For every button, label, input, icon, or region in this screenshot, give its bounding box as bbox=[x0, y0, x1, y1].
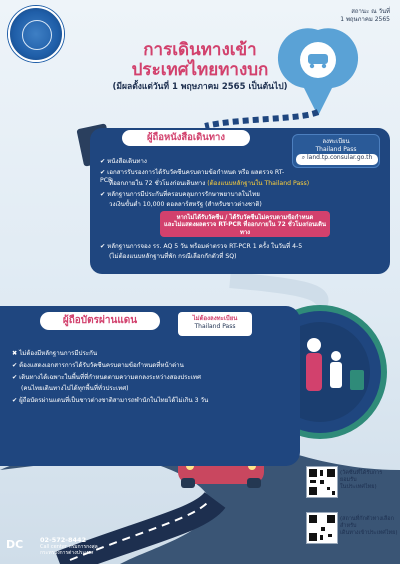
passport-item-4: ✔ หลักฐานการจอง รร. AQ 5 วัน พร้อมค่าตรวจ RT-PCR 1 ครั้ง ในวันที่ 4-5 bbox=[100, 243, 303, 250]
title-line2: ประเทศไทยทางบก bbox=[131, 60, 269, 80]
passport-item-3: ✔ หลักฐานการมีประกันที่ครอบคลุมการรักษาพยาบาลในไทย bbox=[100, 191, 260, 198]
footer-ministry: กระทรวงการต่างประเทศ bbox=[40, 550, 94, 557]
qr-icon bbox=[307, 513, 337, 543]
passport-item-2: ✔ เอกสารรับรองการได้รับวัคซีนครบตามข้อกำหนด หรือ ผลตรวจ RT-PCR bbox=[100, 169, 285, 184]
register-title: ลงทะเบียน bbox=[322, 138, 350, 145]
footer-callcenter: Call center กรมการกงสุล bbox=[40, 544, 98, 551]
status-line2: 1 พฤษภาคม 2565 bbox=[340, 15, 390, 23]
passport-item-2b: ที่ออกภายใน 72 ชั่วโมงก่อนเดินทาง (ต้องแนบหลักฐานใน Thailand Pass) bbox=[109, 180, 310, 187]
qr-code-quarantine[interactable] bbox=[306, 512, 338, 544]
border-item-3b: (คนไทยเดินทางไปได้ทุกพื้นที่ทั่วประเทศ) bbox=[21, 385, 129, 392]
no-register-card bbox=[178, 312, 252, 336]
search-icon: ⌕ bbox=[301, 154, 308, 161]
no-register-line1: ไม่ต้องลงทะเบียน bbox=[192, 315, 238, 322]
cross-icon: ✖ bbox=[12, 350, 20, 357]
passport-heading: ผู้ถือหนังสือเดินทาง bbox=[146, 132, 226, 144]
check-icon: ✔ bbox=[12, 362, 20, 369]
warning-line1: หากไม่ได้รับวัคซีน / ได้รับวัคซีนไม่ครบตามข้อกำหนด bbox=[176, 215, 314, 221]
border-item-3: ✔ เดินทางได้เฉพาะในพื้นที่ที่กำหนดตามความตกลงระหว่างสองประเทศ bbox=[12, 374, 201, 381]
warning-line2: และไม่แสดงผลตรวจ RT-PCR ที่ออกภายใน 72 ชั่วโมงก่อนเดินทาง bbox=[163, 222, 327, 236]
dc-logo: DC bbox=[6, 538, 24, 551]
register-url: land.tp.consular.go.th bbox=[307, 154, 373, 161]
check-icon: ✔ bbox=[100, 169, 108, 176]
border-item-1: ✖ ไม่ต้องมีหลักฐานการมีประกัน bbox=[12, 350, 98, 357]
qr-code-vaccine[interactable] bbox=[306, 466, 338, 498]
register-url-link[interactable] bbox=[296, 154, 378, 165]
check-icon: ✔ bbox=[12, 397, 20, 404]
passport-item-4b: (ไม่ต้องแนบหลักฐานที่พัก กรณีเลือกกักตัวที่ SQ) bbox=[109, 253, 237, 260]
footer-contact bbox=[40, 536, 98, 557]
no-register-line2: Thailand Pass bbox=[194, 322, 236, 330]
status-line1: สถานะ ณ วันที่ bbox=[351, 8, 390, 15]
passport-item-3b: วงเงินขั้นต่ำ 10,000 ดอลลาร์สหรัฐ (สำหรับชาวต่างชาติ) bbox=[109, 201, 262, 208]
status-date bbox=[340, 8, 390, 23]
qr-vaccine-label: (วัคซีนที่ได้รับการยอมรับ ในประเทศไทย) bbox=[340, 470, 383, 490]
border-pass-heading-pill bbox=[40, 312, 160, 330]
check-icon: ✔ bbox=[100, 243, 108, 250]
check-icon: ✔ bbox=[100, 191, 108, 198]
border-item-2: ✔ ต้องแสดงเอกสารการได้รับวัคซีนครบตามข้อกำหนดที่หน้าด่าน bbox=[12, 362, 184, 369]
passport-item-1: ✔ หนังสือเดินทาง bbox=[100, 158, 147, 165]
border-pass-heading: ผู้ถือบัตรผ่านแดน bbox=[62, 314, 138, 326]
border-item-4: ✔ ผู้ถือบัตรผ่านแดนที่เป็นชาวต่างชาติสามารถพำนักในไทยได้ไม่เกิน 3 วัน bbox=[12, 397, 209, 404]
footer-phone[interactable]: 02-572-8442 bbox=[40, 536, 87, 544]
title-line1: การเดินทางเข้า bbox=[143, 40, 257, 60]
qr-icon bbox=[307, 467, 337, 497]
warning-box bbox=[160, 211, 330, 237]
qr-quarantine-label: (สถานที่กักตัวทางเลือกสำหรับ เดินทางเข้าประเทศไทย) bbox=[340, 516, 398, 536]
register-sub: Thailand Pass bbox=[315, 145, 357, 153]
check-icon: ✔ bbox=[12, 374, 20, 381]
passport-heading-pill bbox=[122, 130, 250, 146]
check-icon: ✔ bbox=[100, 158, 108, 165]
subtitle: (มีผลตั้งแต่วันที่ 1 พฤษภาคม 2565 เป็นต้นไป) bbox=[112, 82, 288, 92]
